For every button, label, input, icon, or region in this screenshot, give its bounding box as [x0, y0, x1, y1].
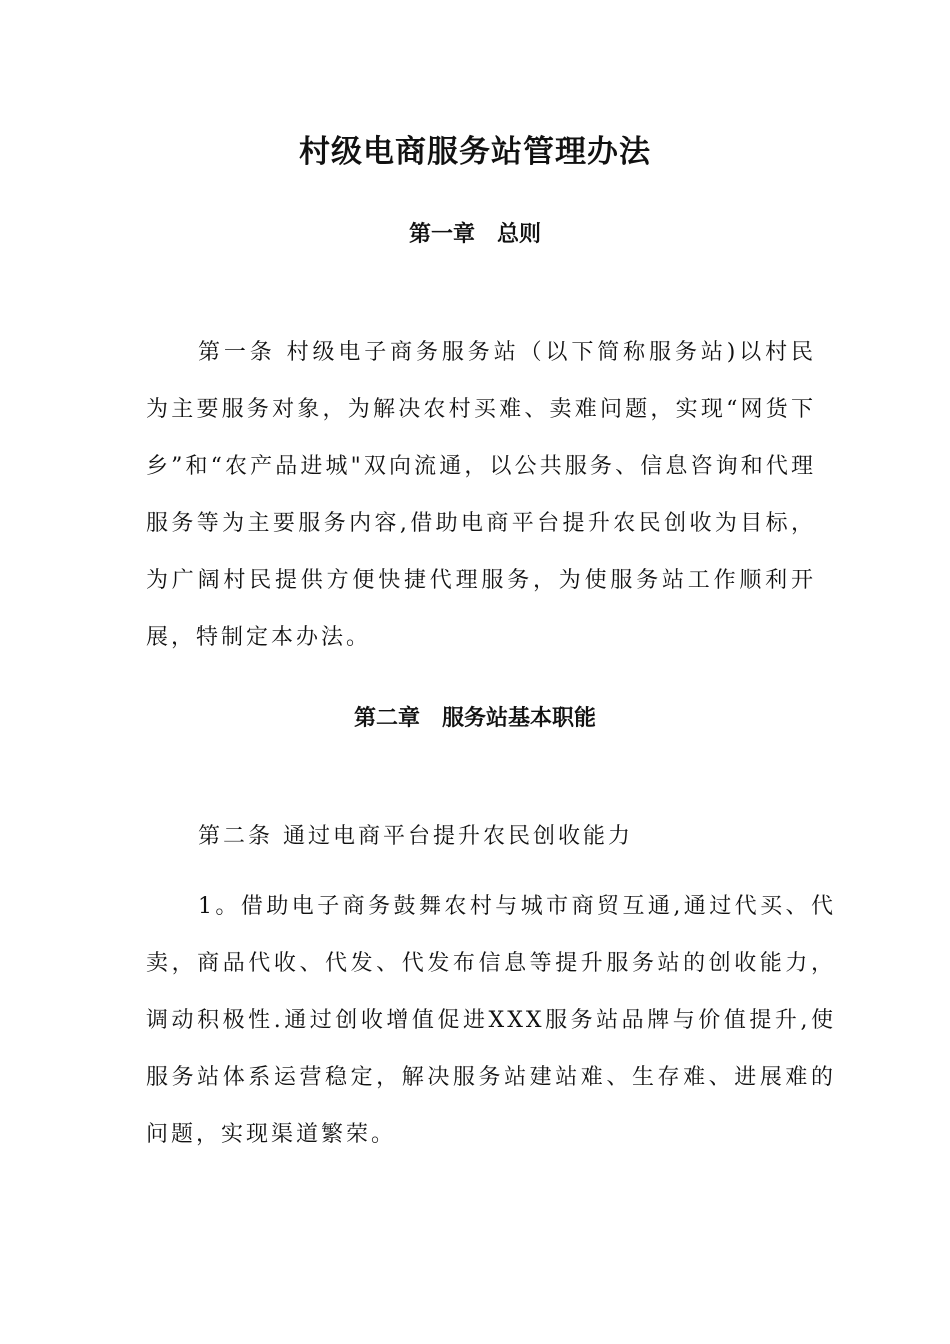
article-2-paragraph: 第二条 通过电商平台提升农民创收能力 — [198, 824, 633, 849]
item-1-paragraph: 1。借助电子商务鼓舞农村与城市商贸互通,通过代买、代卖，商品代收、代发、代发布信息等提升服务站的创收能力，调动积极性.通过创收增值促进XXX服务站品牌与价值提升,使服务站体系运营稳定，解决服务站建站难、生存难、进展难的问题，实现渠道繁荣。 — [146, 894, 836, 1147]
chapter-heading-2: 第二章 服务站基本职能 — [353, 706, 596, 731]
article-1-paragraph: 第一条 村级电子商务服务站（以下简称服务站)以村民为主要服务对象，为解决农村买难、卖难问题，实现“网货下乡”和“农产品进城"双向流通，以公共服务、信息咨询和代理服务等为主要服务内容,借助电商平台提升农民创收为目标，为广阔村民提供方便快捷代理服务，为使服务站工作顺利开展，特制定本办法。 — [146, 340, 816, 650]
chapter-heading-1: 第一章 总则 — [408, 222, 541, 247]
document-title: 村级电商服务站管理办法 — [299, 134, 651, 170]
